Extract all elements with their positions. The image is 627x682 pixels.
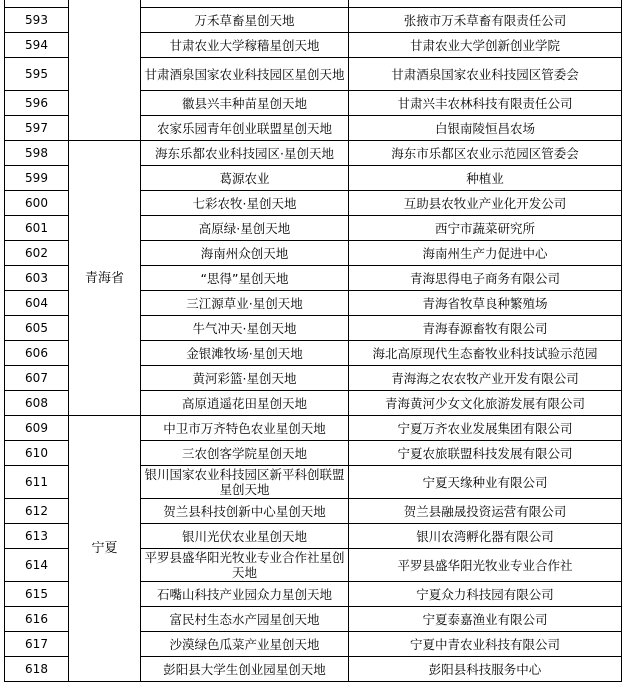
star-space-name [141,0,349,8]
operating-organization: 甘肃农业大学创新创业学院 [349,33,622,58]
operating-organization: 宁夏农旅联盟科技发展有限公司 [349,441,622,466]
operating-organization: 贺兰县融晟投资运营有限公司 [349,499,622,524]
operating-organization: 甘肃酒泉国家农业科技园区管委会 [349,58,622,91]
row-number: 610 [5,441,69,466]
province-cell: 青海省 [69,141,141,416]
operating-organization: 种植业 [349,166,622,191]
star-space-name: 沙漠绿色瓜菜产业星创天地 [141,632,349,657]
operating-organization: 宁夏泰嘉渔业有限公司 [349,607,622,632]
operating-organization [349,0,622,8]
province-cell [69,0,141,141]
row-number: 617 [5,632,69,657]
operating-organization: 甘肃兴丰农林科技有限责任公司 [349,91,622,116]
row-number: 618 [5,657,69,682]
operating-organization: 互助县农牧业产业化开发公司 [349,191,622,216]
operating-organization: 海东市乐都区农业示范园区管委会 [349,141,622,166]
operating-organization: 青海省牧草良种繁殖场 [349,291,622,316]
row-number: 603 [5,266,69,291]
star-space-name: 中卫市万齐特色农业星创天地 [141,416,349,441]
row-number: 611 [5,466,69,499]
row-number: 615 [5,582,69,607]
operating-organization: 宁夏天缘种业有限公司 [349,466,622,499]
row-number: 604 [5,291,69,316]
star-space-name: 金银滩牧场·星创天地 [141,341,349,366]
row-number: 596 [5,91,69,116]
row-number: 605 [5,316,69,341]
star-space-table [4,0,622,682]
row-number: 595 [5,58,69,91]
operating-organization: 彭阳县科技服务中心 [349,657,622,682]
operating-organization: 平罗县盛华阳光牧业专业合作社 [349,549,622,582]
operating-organization: 宁夏中青农业科技有限公司 [349,632,622,657]
star-space-name: 彭阳县大学生创业园星创天地 [141,657,349,682]
row-number: 600 [5,191,69,216]
operating-organization: 青海思得电子商务有限公司 [349,266,622,291]
star-space-name: 三农创客学院星创天地 [141,441,349,466]
province-cell: 宁夏 [69,416,141,682]
star-space-name: 高原逍遥花田星创天地 [141,391,349,416]
row-number: 599 [5,166,69,191]
star-space-name: 银川国家农业科技园区新平科创联盟星创天地 [141,466,349,499]
star-space-name: 甘肃酒泉国家农业科技园区星创天地 [141,58,349,91]
star-space-name: 三江源草业·星创天地 [141,291,349,316]
operating-organization: 青海黄河少女文化旅游发展有限公司 [349,391,622,416]
row-number: 612 [5,499,69,524]
row-number [5,0,69,8]
star-space-name: 平罗县盛华阳光牧业专业合作社星创天地 [141,549,349,582]
star-space-name: 农家乐园青年创业联盟星创天地 [141,116,349,141]
star-space-name: 甘肃农业大学稼穑星创天地 [141,33,349,58]
star-space-name: 徽县兴丰种苗星创天地 [141,91,349,116]
operating-organization: 西宁市蔬菜研究所 [349,216,622,241]
star-space-name: 黄河彩篮·星创天地 [141,366,349,391]
star-space-name: 七彩农牧·星创天地 [141,191,349,216]
operating-organization: 海南州生产力促进中心 [349,241,622,266]
row-number: 593 [5,8,69,33]
row-number: 609 [5,416,69,441]
row-number: 602 [5,241,69,266]
operating-organization: 银川农湾孵化器有限公司 [349,524,622,549]
operating-organization: 宁夏万齐农业发展集团有限公司 [349,416,622,441]
star-space-name: 贺兰县科技创新中心星创天地 [141,499,349,524]
star-space-name: 海南州众创天地 [141,241,349,266]
star-space-name: 海东乐都农业科技园区·星创天地 [141,141,349,166]
row-number: 606 [5,341,69,366]
row-number: 608 [5,391,69,416]
star-space-name: 牛气冲天·星创天地 [141,316,349,341]
operating-organization: 海北高原现代生态畜牧业科技试验示范园 [349,341,622,366]
operating-organization: 青海海之农农牧产业开发有限公司 [349,366,622,391]
row-number: 597 [5,116,69,141]
star-space-name: 富民村生态水产园星创天地 [141,607,349,632]
table-row [5,141,622,166]
star-space-name: “思得”星创天地 [141,266,349,291]
row-number: 613 [5,524,69,549]
table-row [5,416,622,441]
operating-organization: 张掖市万禾草畜有限责任公司 [349,8,622,33]
star-space-name: 高原绿·星创天地 [141,216,349,241]
star-space-name: 银川光伏农业星创天地 [141,524,349,549]
row-number: 607 [5,366,69,391]
operating-organization: 青海春源畜牧有限公司 [349,316,622,341]
star-space-name: 石嘴山科技产业园众力星创天地 [141,582,349,607]
table-row [5,0,622,8]
row-number: 594 [5,33,69,58]
star-space-name: 万禾草畜星创天地 [141,8,349,33]
row-number: 616 [5,607,69,632]
row-number: 601 [5,216,69,241]
star-space-name: 葛源农业 [141,166,349,191]
row-number: 598 [5,141,69,166]
operating-organization: 宁夏众力科技园有限公司 [349,582,622,607]
row-number: 614 [5,549,69,582]
operating-organization: 白银南陵恒昌农场 [349,116,622,141]
